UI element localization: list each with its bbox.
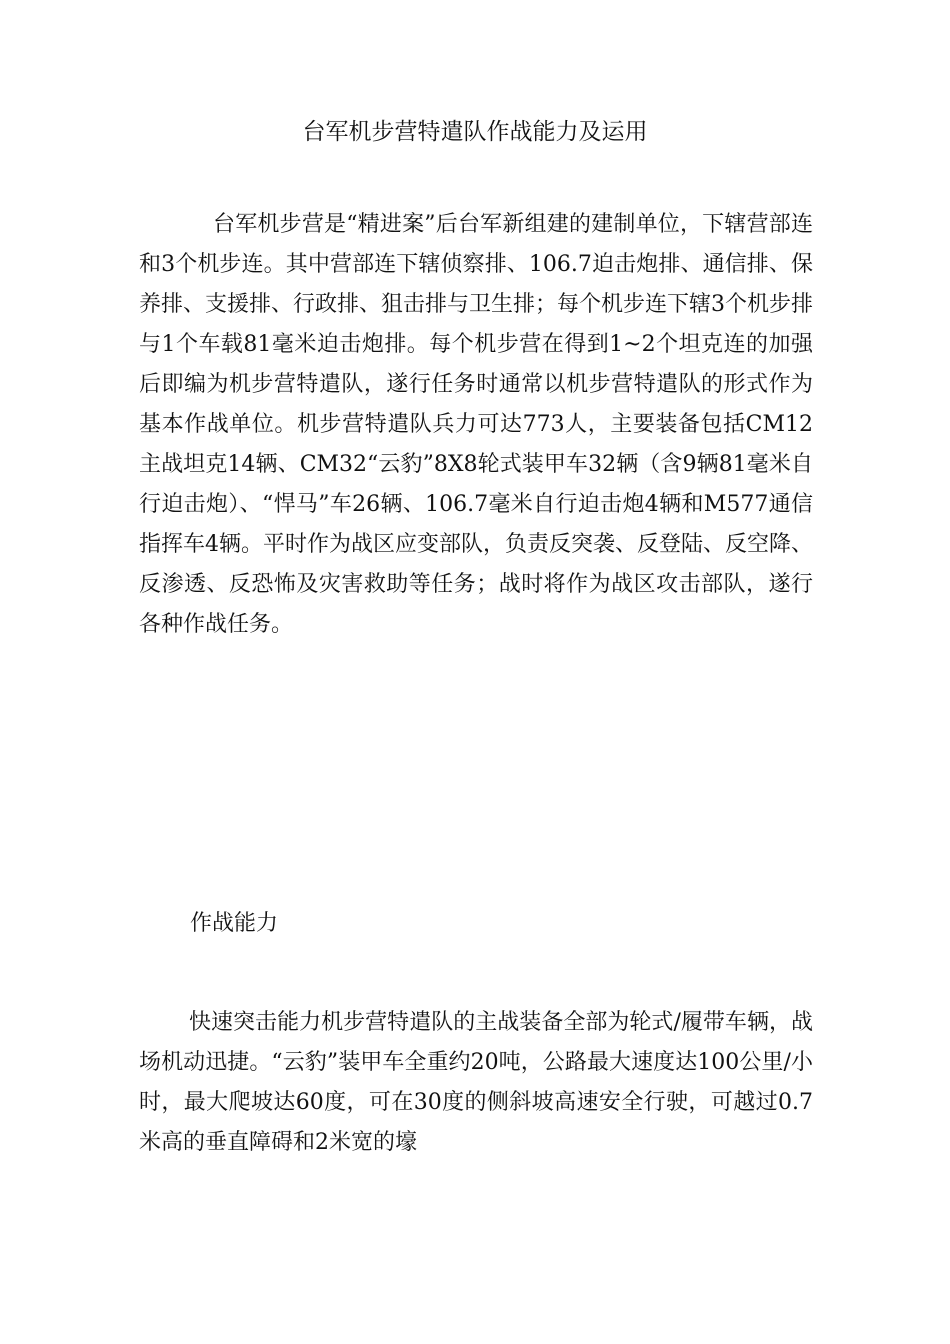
intro-paragraph: 台军机步营是“精进案”后台军新组建的建制单位，下辖营部连和3个机步连。其中营部连下辖侦察排、106.7迫击炮排、通信排、保养排、支援排、行政排、狙击排与卫生排；每个机步连下辖3个机步排与1个车载81毫米迫击炮排。每个机步营在得到1~2个坦克连的加强后即编为机步营特遣队，遂行任务时通常以机步营特遣队的形式作为基本作战单位。机步营特遣队兵力可达773人，主要装备包括CM12主战坦克14辆、CM32“云豹”8X8轮式装甲车32辆（含9辆81毫米自行迫击炮）、“悍马”车26辆、106.7毫米自行迫击炮4辆和M577通信指挥车4辆。平时作为战区应变部队，负责反突袭、反登陆、反空降、反渗透、反恐怖及灾害救助等任务；战时将作为战区攻击部队，遂行各种作战任务。 [139, 212, 813, 637]
body-paragraph: 快速突击能力机步营特遣队的主战装备全部为轮式/履带车辆，战场机动迅捷。“云豹”装甲车全重约20吨，公路最大速度达100公里/小时，最大爬坡达60度，可在30度的侧斜坡高速安全行驶，可越过0.7米高的垂直障碍和2米宽的壕 [139, 1010, 813, 1155]
document-title: 台军机步营特遣队作战能力及运用 [302, 119, 648, 145]
section-heading: 作战能力 [190, 911, 279, 936]
